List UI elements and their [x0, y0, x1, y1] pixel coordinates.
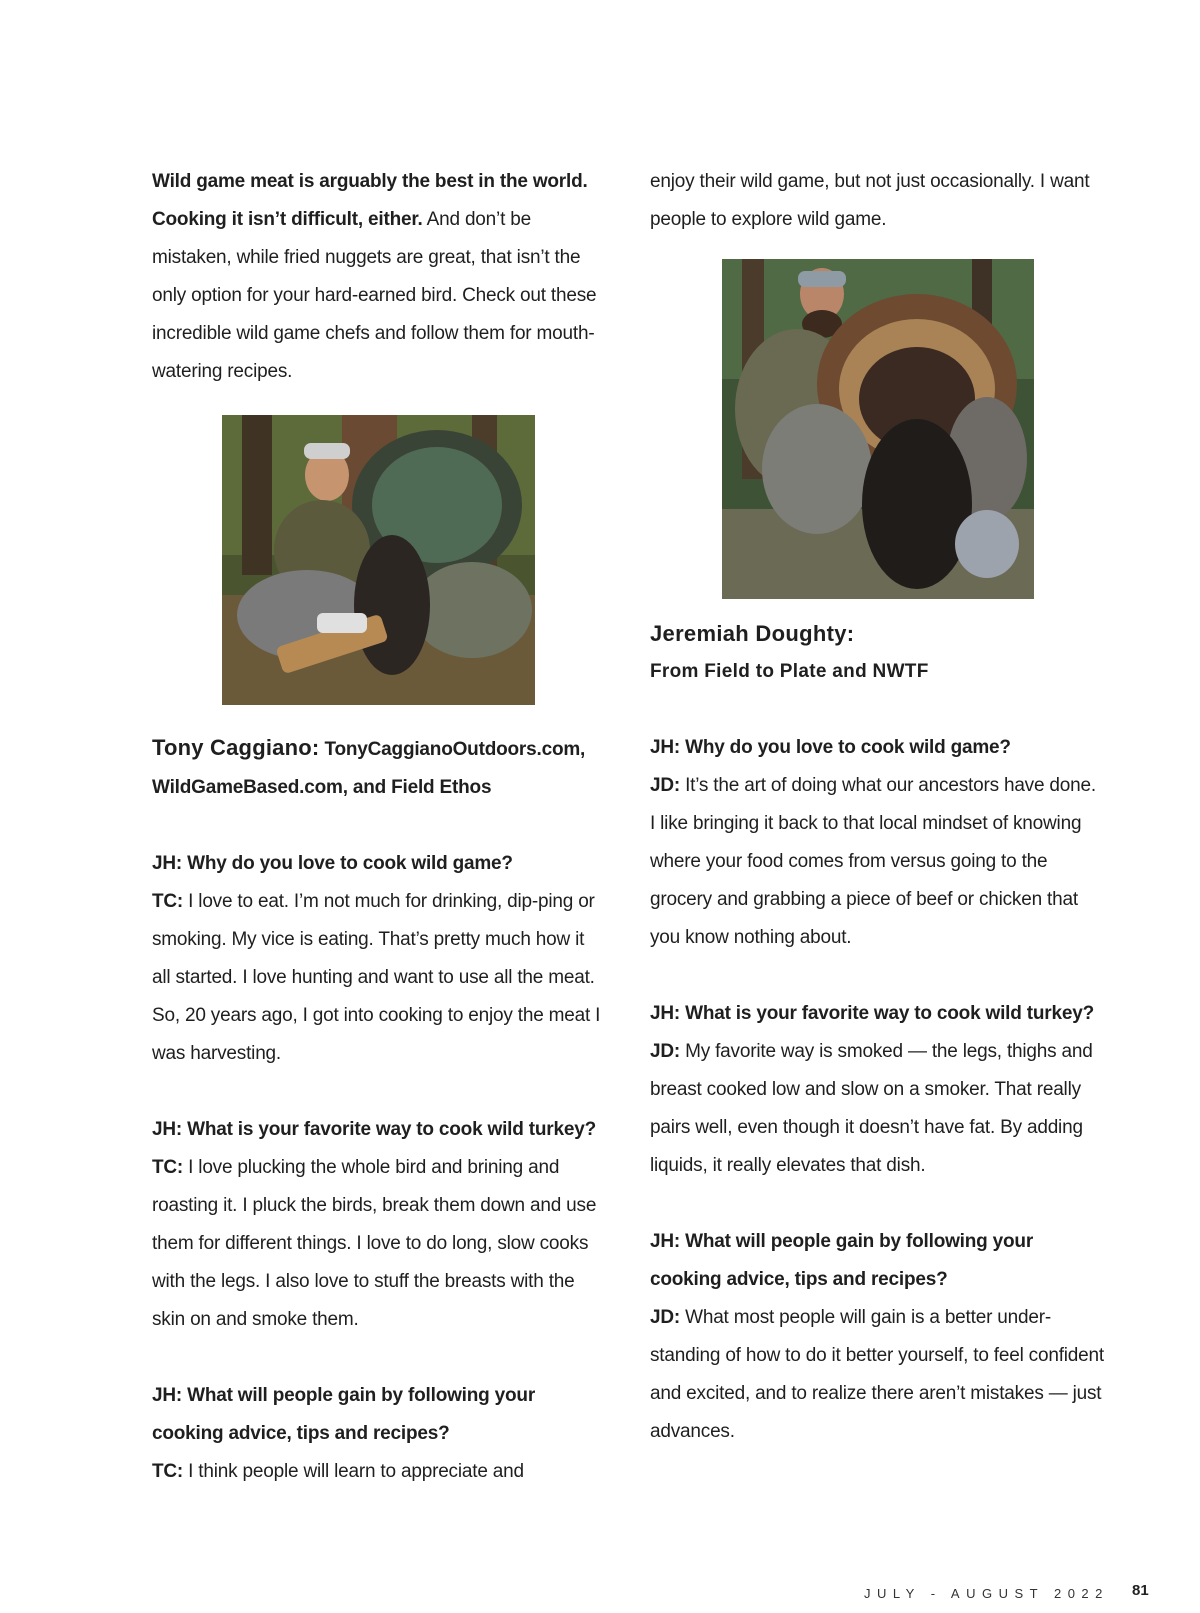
jeremiah-answer-2: [650, 1033, 1105, 1185]
tony-sites: TonyCaggianoOutdoors.com, WildGameBased.com, and Field Ethos: [152, 739, 586, 798]
tony-caggiano-turkey-photo: [222, 415, 535, 705]
jeremiah-affiliation: From Field to Plate and NWTF: [650, 661, 929, 682]
answer-text: What most people will gain is a better under-standing of how to do it better yourself, to feel confident and excited, and to realize there aren’t mistakes — just advances.: [650, 1307, 1104, 1442]
answer-text: I love to eat. I’m not much for drinking, dip-ping or smoking. My vice is eating. That’s pretty much how it all started. I love hunting and want to use all the meat. So, 20 years ago, I got into cooking to enjoy the meat I was harvesting.: [152, 891, 601, 1064]
tony-question-3: [152, 1377, 604, 1453]
jeremiah-question-3: [650, 1223, 1105, 1299]
answer-text: It’s the art of doing what our ancestors have done. I like bringing it back to that local mindset of knowing where your food comes from versus going to the grocery and grabbing a piece of beef or chicken that you know nothing about.: [650, 775, 1096, 948]
jeremiah-name: Jeremiah Doughty:: [650, 621, 855, 646]
left-column: [152, 163, 604, 1491]
speaker-label: JD:: [650, 1041, 681, 1062]
issue-date: JULY - AUGUST 2022: [864, 1586, 1109, 1601]
tony-question-1: [152, 845, 604, 883]
question-text: JH: What is your favorite way to cook wild turkey?: [650, 1003, 1094, 1024]
page-number: 81: [1132, 1582, 1149, 1599]
intro-lead: Wild game meat is arguably the best in the world. Cooking it isn’t difficult, either.: [152, 171, 588, 230]
tony-question-2: [152, 1111, 604, 1149]
tony-name: Tony Caggiano:: [152, 735, 320, 760]
answer-text: I love plucking the whole bird and brining and roasting it. I pluck the birds, break them down and use them for different things. I love to do long, slow cooks with the legs. I also love to stuff the breasts with the skin on and smoke them.: [152, 1157, 597, 1330]
spacer: [152, 807, 604, 845]
question-text: JH: Why do you love to cook wild game?: [152, 853, 513, 874]
tony-answer-1: [152, 883, 604, 1073]
speaker-label: TC:: [152, 1461, 184, 1482]
jeremiah-doughty-turkey-photo: [722, 259, 1034, 599]
tony-photo-container: [152, 391, 604, 729]
hunter-with-turkey-image: [222, 415, 535, 705]
intro-paragraph: [152, 163, 604, 391]
tony-answer-2: [152, 1149, 604, 1339]
speaker-label: TC:: [152, 891, 184, 912]
tony-caggiano-header: [152, 729, 604, 807]
jeremiah-answer-3: [650, 1299, 1105, 1451]
intro-body: And don’t be mistaken, while fried nuggets are great, that isn’t the only option for your hard-earned bird. Check out these incredible wild game chefs and follow them for mouth-watering recipes.: [152, 209, 597, 382]
spacer: [650, 1185, 1105, 1223]
jeremiah-answer-1: [650, 767, 1105, 957]
speaker-label: TC:: [152, 1157, 184, 1178]
speaker-label: JD:: [650, 775, 681, 796]
right-column: [650, 163, 1105, 1451]
spacer: [650, 691, 1105, 729]
jeremiah-question-2: [650, 995, 1105, 1033]
tony-answer-3: [152, 1453, 604, 1491]
spacer: [152, 1073, 604, 1111]
question-text: JH: What will people gain by following your cooking advice, tips and recipes?: [152, 1385, 536, 1444]
answer-text: My favorite way is smoked — the legs, thighs and breast cooked low and slow on a smoker. That really pairs well, even though it doesn’t have fat. By adding liquids, it really elevates that dish.: [650, 1041, 1093, 1176]
question-text: JH: Why do you love to cook wild game?: [650, 737, 1011, 758]
jeremiah-photo-container: [650, 239, 1105, 615]
question-text: JH: What is your favorite way to cook wild turkey?: [152, 1119, 596, 1140]
answer-text: I think people will learn to appreciate and: [183, 1461, 524, 1482]
speaker-label: JD:: [650, 1307, 681, 1328]
spacer: [152, 1339, 604, 1377]
question-text: JH: What will people gain by following your cooking advice, tips and recipes?: [650, 1231, 1034, 1290]
hunter-with-turkey-image: [722, 259, 1034, 599]
jeremiah-question-1: [650, 729, 1105, 767]
tony-answer-3-continued: enjoy their wild game, but not just occasionally. I want people to explore wild game.: [650, 171, 1090, 230]
spacer: [650, 957, 1105, 995]
